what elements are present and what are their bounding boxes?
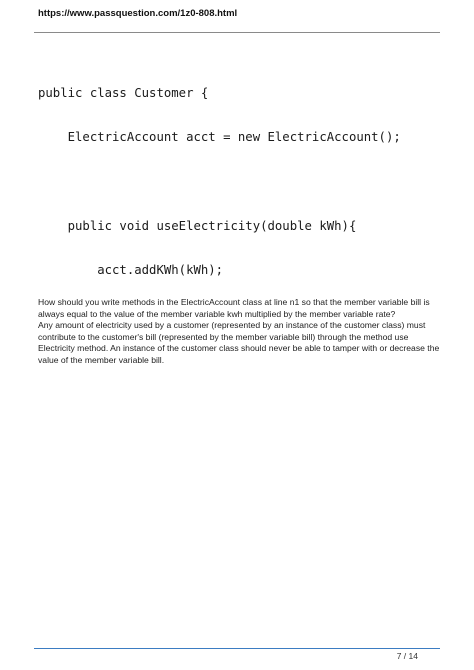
code-snippet bbox=[38, 56, 440, 285]
page-number: 7 / 14 bbox=[396, 651, 418, 661]
page-header-url: https://www.passquestion.com/1z0-808.html bbox=[38, 8, 238, 19]
code-line bbox=[38, 174, 440, 189]
question-paragraph: Any amount of electricity used by a customer (represented by an instance of the customer class) must contribute to the customer's bill (represented by the member variable bill) through the method use Electricity method. An instance of the customer class should never be able to tamper with or decrease the value of the member variable bill. bbox=[38, 320, 440, 365]
question-paragraph: How should you write methods in the ElectricAccount class at line n1 so that the member variable bill is always equal to the value of the member variable kwh multiplied by the member variable rate? bbox=[38, 297, 430, 319]
footer-divider bbox=[34, 648, 440, 649]
header-divider bbox=[34, 32, 440, 33]
code-line: public void useElectricity(double kWh){ bbox=[38, 218, 357, 233]
code-line: acct.addKWh(kWh); bbox=[38, 263, 224, 278]
code-line: ElectricAccount acct = new ElectricAccount(); bbox=[38, 129, 401, 144]
question-text bbox=[38, 297, 440, 367]
code-line: public class Customer { bbox=[38, 85, 209, 100]
